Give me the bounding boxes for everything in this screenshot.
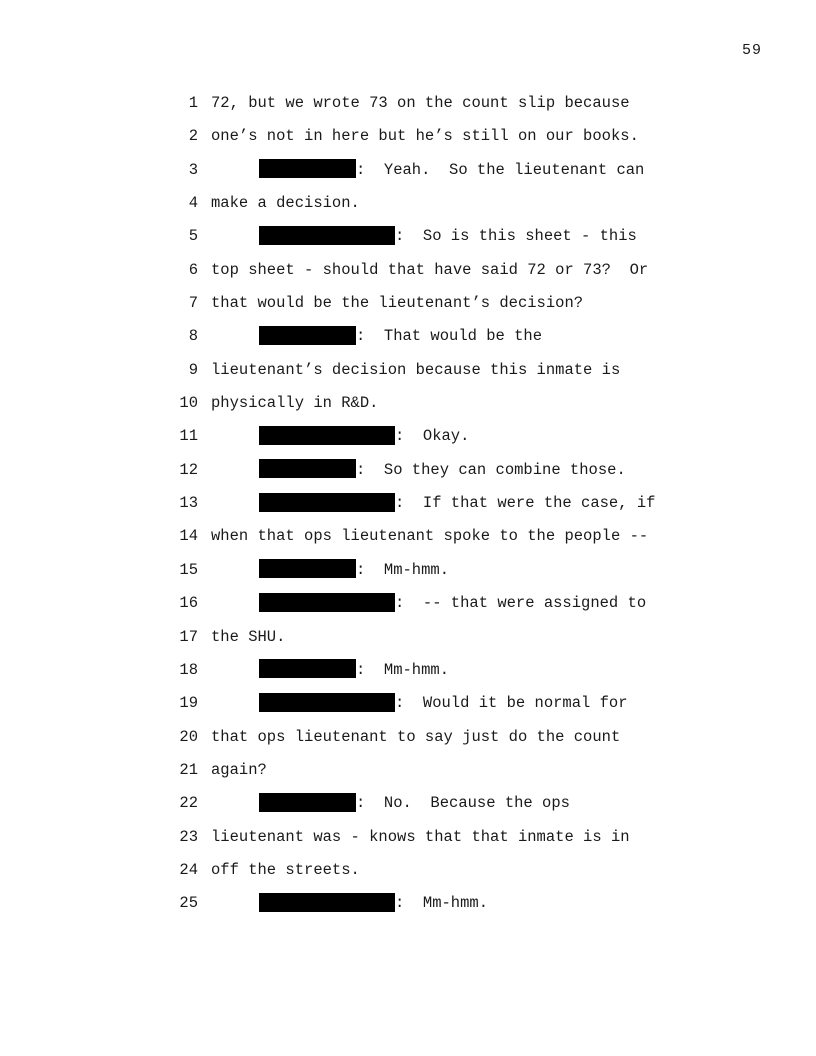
speaker-utterance: : So is this sheet - this [395,227,637,246]
transcript-line [0,621,816,654]
line-number: 23 [179,827,198,846]
line-number: 1 [188,94,198,112]
transcript-line [0,120,816,153]
redacted-speaker-name [259,793,356,812]
line-number: 17 [179,627,198,646]
redacted-speaker-name [259,893,395,912]
redacted-speaker-name [259,226,395,245]
line-text [211,354,620,387]
line-number: 24 [179,860,198,879]
line-number: 16 [179,594,198,613]
line-content: that ops lieutenant to say just do the count [211,727,621,746]
transcript-line [0,287,816,320]
line-text [211,387,378,420]
transcript-line [0,387,816,420]
line-content: lieutenant was - knows that that inmate is in [211,827,630,846]
speaker-line [259,587,646,620]
redacted-speaker-name [259,326,356,345]
redacted-speaker-name [259,593,395,612]
line-text [211,187,360,220]
line-number: 3 [188,160,198,179]
transcript-line [0,420,816,453]
line-text [211,120,639,153]
line-number: 9 [188,360,198,379]
speaker-utterance: : Mm-hmm. [395,894,489,913]
speaker-line [259,420,469,453]
transcript-line [0,520,816,553]
line-text [211,621,285,654]
line-number: 20 [179,727,198,746]
line-number: 22 [179,794,198,813]
speaker-line [259,320,542,353]
redacted-speaker-name [259,693,395,712]
transcript-line [0,754,816,787]
speaker-utterance: : If that were the case, if [395,494,656,513]
redacted-speaker-name [259,559,356,578]
transcript-line [0,821,816,854]
speaker-utterance: : Would it be normal for [395,694,628,713]
line-text [211,754,267,787]
redacted-speaker-name [259,426,395,445]
speaker-line [259,154,644,187]
line-content: when that ops lieutenant spoke to the people -- [211,527,649,546]
line-number: 12 [179,460,198,479]
line-text [211,821,630,854]
speaker-line [259,654,449,687]
line-text [211,854,360,887]
line-text [211,87,630,120]
line-content: physically in R&D. [211,394,379,413]
transcript-body [0,87,816,921]
line-number: 21 [179,760,198,779]
transcript-line [0,187,816,220]
line-number: 14 [179,527,198,546]
speaker-utterance: : Mm-hmm. [356,560,450,579]
line-number: 10 [179,394,198,413]
line-number: 6 [188,260,198,279]
line-content: 72, but we wrote 73 on the count slip because [211,94,630,112]
line-number: 18 [179,660,198,679]
transcript-line [0,220,816,253]
transcript-line [0,320,816,353]
speaker-line [259,487,655,520]
transcript-line [0,87,816,120]
line-content: again? [211,760,267,779]
line-text [211,287,583,320]
redacted-speaker-name [259,659,356,678]
speaker-utterance: : -- that were assigned to [395,594,647,613]
speaker-line [259,454,626,487]
transcript-line [0,487,816,520]
page-number: 59 [741,42,762,59]
line-content: off the streets. [211,860,360,879]
transcript-line [0,354,816,387]
line-number: 7 [188,294,198,313]
redacted-speaker-name [259,459,356,478]
line-number: 25 [179,894,198,913]
line-text [211,721,620,754]
speaker-utterance: : That would be the [356,327,543,346]
speaker-line [259,554,449,587]
transcript-line [0,687,816,720]
line-content: the SHU. [211,627,286,646]
transcript-line [0,721,816,754]
speaker-utterance: : Mm-hmm. [356,660,450,679]
speaker-utterance: : Yeah. So the lieutenant can [356,160,645,179]
transcript-line [0,554,816,587]
line-number: 4 [188,194,198,213]
line-content: top sheet - should that have said 72 or 73? Or [211,260,649,279]
speaker-utterance: : So they can combine those. [356,460,626,479]
line-text [211,254,648,287]
speaker-line [259,887,488,920]
line-text [211,520,648,553]
redacted-speaker-name [259,493,395,512]
line-number: 2 [188,127,198,146]
transcript-line [0,887,816,920]
transcript-line [0,254,816,287]
transcript-line [0,587,816,620]
speaker-utterance: : Okay. [395,427,470,446]
transcript-line [0,654,816,687]
line-number: 15 [179,560,198,579]
line-content: that would be the lieutenant’s decision? [211,294,584,313]
line-content: lieutenant’s decision because this inmate is [211,360,621,379]
speaker-line [259,220,637,253]
transcript-line [0,854,816,887]
speaker-line [259,787,570,820]
transcript-line [0,787,816,820]
line-number: 11 [179,427,198,446]
line-content: one’s not in here but he’s still on our books. [211,127,639,146]
line-number: 8 [188,327,198,346]
speaker-utterance: : No. Because the ops [356,794,570,813]
redacted-speaker-name [259,159,356,178]
line-number: 13 [179,494,198,513]
transcript-line [0,154,816,187]
transcript-line [0,454,816,487]
line-content: make a decision. [211,194,360,213]
speaker-line [259,687,628,720]
line-number: 19 [179,694,198,713]
line-number: 5 [188,227,198,246]
